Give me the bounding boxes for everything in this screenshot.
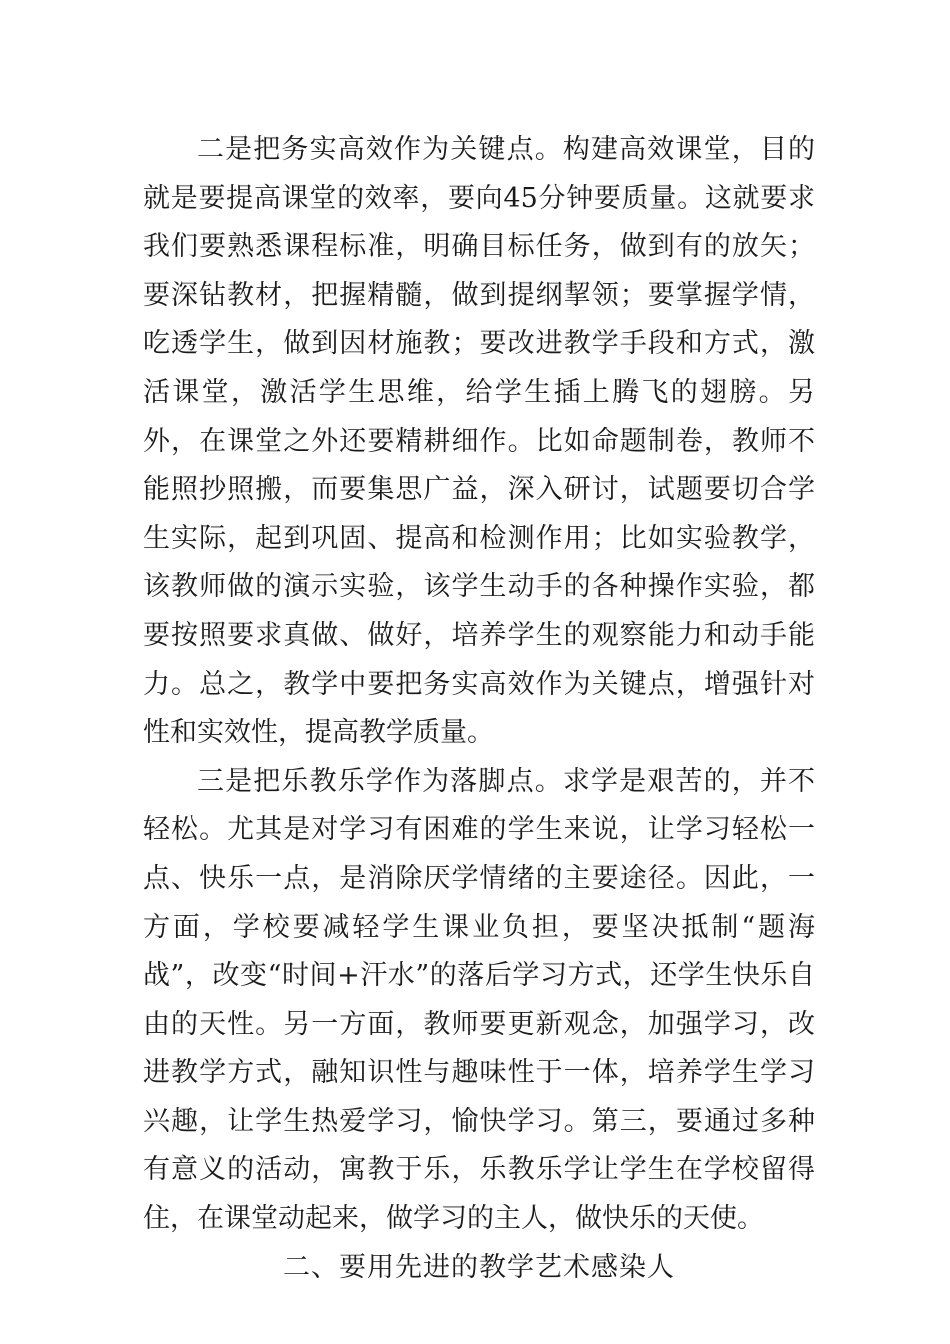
document-page xyxy=(143,126,815,1292)
section-heading: 二、要用先进的教学艺术感染人 xyxy=(283,1251,675,1283)
paragraph-joyful-teaching: 三是把乐教乐学作为落脚点。求学是艰苦的，并不轻松。尤其是对学习有困难的学生来说，让学习轻松一点、快乐一点，是消除厌学情绪的主要途径。因此，一方面，学校要减轻学生课业负担，要坚决抵制“题海战”，改变“时间+汗水”的落后学习方式，还学生快乐自由的天性。另一方面，教师要更新观念，加强学习，改进教学方式，融知识性与趣味性于一体，培养学生学习兴趣，让学生热爱学习，愉快学习。第三，要通过多种有意义的活动，寓教于乐，乐教乐学让学生在学校留得住，在课堂动起来，做学习的主人，做快乐的天使。 xyxy=(143,765,815,1235)
paragraph-practical-efficiency: 二是把务实高效作为关键点。构建高效课堂，目的就是要提高课堂的效率，要向45分钟要质量。这就要求我们要熟悉课程标准，明确目标任务，做到有的放矢；要深钻教材，把握精髓，做到提纲挈领；要掌握学情，吃透学生，做到因材施教；要改进教学手段和方式，激活课堂，激活学生思维，给学生插上腾飞的翅膀。另外，在课堂之外还要精耕细作。比如命题制卷，教师不能照抄照搬，而要集思广益，深入研讨，试题要切合学生实际，起到巩固、提高和检测作用；比如实验教学，该教师做的演示实验，该学生动手的各种操作实验，都要按照要求真做、做好，培养学生的观察能力和动手能力。总之，教学中要把务实高效作为关键点，增强针对性和实效性，提高教学质量。 xyxy=(143,134,815,749)
